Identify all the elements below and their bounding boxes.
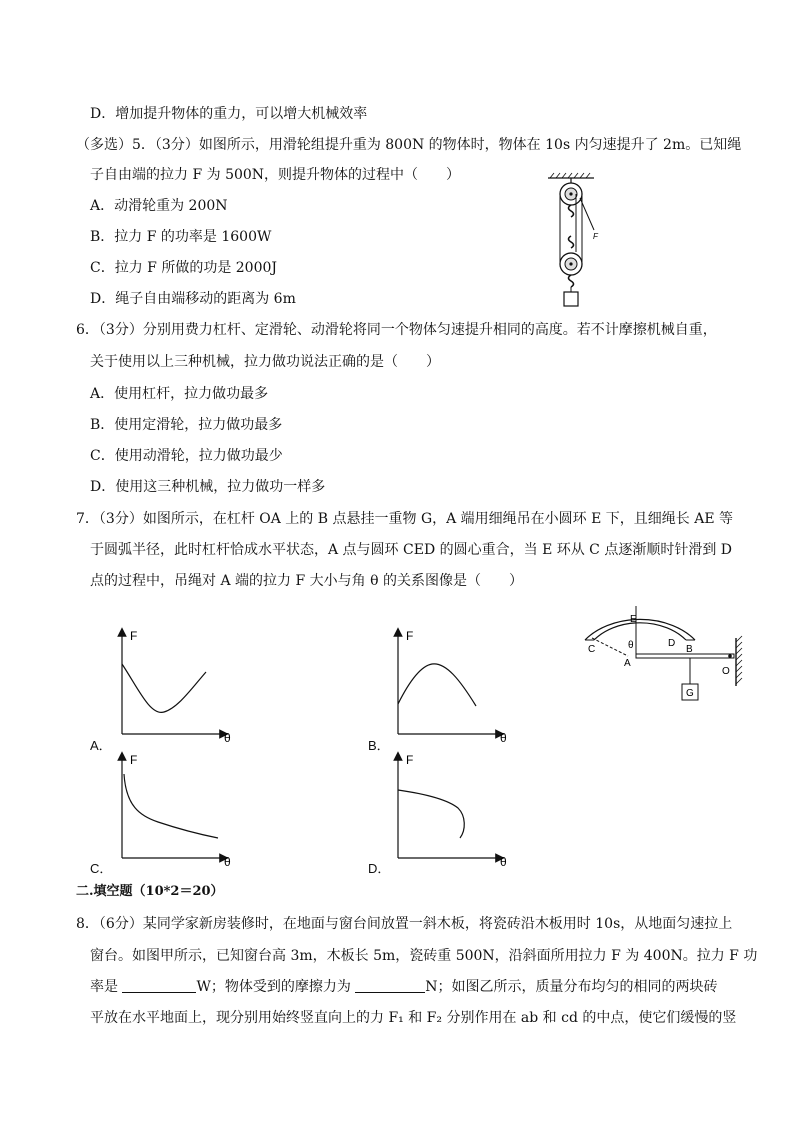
q7-fig-label-c: C xyxy=(588,644,596,655)
q7-lever-figure xyxy=(582,598,752,708)
q7-graph-c-ylabel: F xyxy=(130,753,138,767)
q8-stem-line4: 平放在水平地面上，现分别用始终竖直向上的力 F₁ 和 F₂ 分别作用在 ab 和 cd 的中点，使它们缓慢的竖 xyxy=(90,1010,737,1026)
q7-graph-b-curve xyxy=(398,664,476,706)
q7-graph-d-xlabel: θ xyxy=(500,855,507,869)
q7-option-b-label: B． xyxy=(368,738,390,753)
section-2-title: 二.填空题（10*2＝20） xyxy=(76,884,224,899)
q7-fig-label-d: D xyxy=(668,638,676,649)
q8-stem-line3 xyxy=(90,978,718,996)
q5-option-d: D．绳子自由端移动的距离为 6m xyxy=(90,291,296,307)
q6-option-d: D．使用这三种机械，拉力做功一样多 xyxy=(90,479,326,495)
q7-fig-label-b: B xyxy=(686,644,693,655)
q7-fig-label-o: O xyxy=(722,666,730,677)
q7-graph-d xyxy=(386,750,516,870)
q5-fig-label-f: F xyxy=(593,232,598,241)
q8-text-b: W；物体受到的摩擦力为 xyxy=(196,979,356,995)
q5-stem-line2: 子自由端的拉力 F 为 500N，则提升物体的过程中（ ） xyxy=(90,167,461,183)
q7-graph-c-curve xyxy=(124,774,218,838)
q7-graph-b-ylabel: F xyxy=(406,629,414,643)
q7-graph-c-xlabel: θ xyxy=(224,855,231,869)
q5-stem-line1: （多选）5．（3分）如图所示，用滑轮组提升重为 800N 的物体时，物体在 10s 内匀速提升了 2m。已知绳 xyxy=(76,137,742,153)
q5-pulley-figure xyxy=(540,172,610,312)
q5-option-c: C．拉力 F 所做的功是 2000J xyxy=(90,260,278,276)
q6-stem-line2: 关于使用以上三种机械，拉力做功说法正确的是（ ） xyxy=(90,354,440,370)
q7-stem-line3: 点的过程中，吊绳对 A 端的拉力 F 大小与角 θ 的关系图像是（ ） xyxy=(90,573,523,589)
q7-fig-label-theta: θ xyxy=(628,640,634,651)
q7-graph-d-curve xyxy=(398,790,464,838)
q7-fig-label-g: G xyxy=(686,688,694,699)
q5-option-a: A．动滑轮重为 200N xyxy=(90,198,228,214)
q7-graph-a-xlabel: θ xyxy=(224,731,231,745)
q8-blank-friction[interactable] xyxy=(355,978,425,993)
q7-graph-c xyxy=(110,750,240,870)
q6-stem-line1: 6．（3分）分别用费力杠杆、定滑轮、动滑轮将同一个物体匀速提升相同的高度。若不计摩擦机械自重， xyxy=(76,322,717,338)
q7-graph-a-curve xyxy=(122,664,206,712)
q7-graph-b-xlabel: θ xyxy=(500,731,507,745)
q7-graph-b xyxy=(386,626,516,746)
q7-stem-line2: 于圆弧半径，此时杠杆恰成水平状态，A 点与圆环 CED 的圆心重合，当 E 环从 C 点逐渐顺时针滑到 D xyxy=(90,542,733,558)
q7-option-d-label: D． xyxy=(368,861,391,876)
q5-option-b: B．拉力 F 的功率是 1600W xyxy=(90,229,272,245)
q6-option-a: A．使用杠杆，拉力做功最多 xyxy=(90,386,269,402)
q7-fig-label-a: A xyxy=(624,658,631,669)
q6-option-c: C．使用动滑轮，拉力做功最少 xyxy=(90,448,283,464)
q7-fig-label-e: E xyxy=(630,614,637,625)
q8-text-c: N；如图乙所示，质量分布均匀的相同的两块砖 xyxy=(425,979,718,995)
q8-blank-power[interactable] xyxy=(122,978,196,993)
q4-option-d: D．增加提升物体的重力，可以增大机械效率 xyxy=(90,106,368,122)
q7-graph-a xyxy=(110,626,240,746)
q8-stem-line1: 8．（6分）某同学家新房装修时，在地面与窗台间放置一斜木板，将瓷砖沿木板用时 10s，从地面匀速拉上 xyxy=(76,916,733,932)
q7-stem-line1: 7．（3分）如图所示，在杠杆 OA 上的 B 点悬挂一重物 G，A 端用细绳吊在小圆环 E 下，且细绳长 AE 等 xyxy=(76,511,734,527)
q7-option-c-label: C． xyxy=(90,861,113,876)
q7-option-a-label: A． xyxy=(90,738,112,753)
q8-stem-line2: 窗台。如图甲所示，已知窗台高 3m，木板长 5m，瓷砖重 500N，沿斜面所用拉力 F 为 400N。拉力 F 功 xyxy=(90,948,758,964)
q8-text-a: 率是 xyxy=(90,979,123,995)
q7-graph-d-ylabel: F xyxy=(406,753,414,767)
q6-option-b: B．使用定滑轮，拉力做功最多 xyxy=(90,417,283,433)
q7-graph-a-ylabel: F xyxy=(130,629,138,643)
